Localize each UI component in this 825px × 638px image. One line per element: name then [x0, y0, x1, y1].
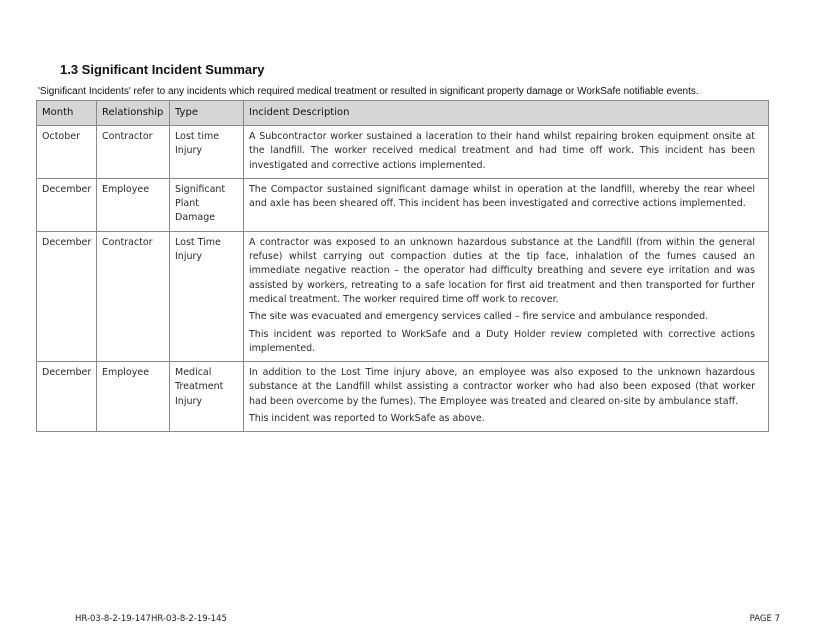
description-paragraph: This incident was reported to WorkSafe and a Duty Holder review completed with corrective actions implemented. [249, 328, 755, 354]
cell-month: December [37, 178, 97, 231]
cell-month: October [37, 126, 97, 179]
cell-month: December [37, 231, 97, 361]
header-description: Incident Description [244, 101, 769, 126]
description-paragraph: The site was evacuated and emergency services called – fire service and ambulance responded. [249, 311, 709, 323]
header-type: Type [170, 101, 244, 126]
header-relationship: Relationship [97, 101, 170, 126]
table-row [37, 362, 769, 432]
incident-table [36, 100, 769, 432]
table-header-row [37, 101, 769, 126]
cell-type: Significant Plant Damage [170, 178, 244, 231]
cell-relationship: Employee [97, 178, 170, 231]
header-month: Month [37, 101, 97, 126]
cell-description [244, 362, 769, 432]
table-row [37, 231, 769, 361]
description-paragraph: The Compactor sustained significant damage whilst in operation at the landfill, whereby the rear wheel and axle has been sheared off. This incident has been investigated and corrective actions implemented. [249, 183, 755, 210]
description-paragraph: A Subcontractor worker sustained a laceration to their hand whilst repairing broken equipment onsite at the landfill. The worker received medical treatment and had time off work. This incident has been investigated and corrective actions implemented. [249, 131, 755, 171]
cell-relationship: Employee [97, 362, 170, 432]
section-intro: 'Significant Incidents' refer to any incidents which required medical treatment or resulted in significant property damage or WorkSafe notifiable events. [38, 86, 699, 97]
cell-description [244, 178, 769, 231]
cell-type: Medical Treatment Injury [170, 362, 244, 432]
cell-relationship: Contractor [97, 231, 170, 361]
table-row [37, 126, 769, 179]
cell-description [244, 126, 769, 179]
description-paragraph: A contractor was exposed to an unknown hazardous substance at the Landfill (from within the general refuse) whilst carrying out compaction duties at the tip face, inhalation of the fumes caused an immediate negative reaction – the operator had difficulty breathing and severe eye irritation and was assisted by workers, retreating to a safe location for first aid treatment and then transported for further medical treatment. The worker required time off work to recover. [249, 236, 755, 305]
cell-type: Lost time Injury [170, 126, 244, 179]
section-title: 1.3 Significant Incident Summary [60, 62, 265, 77]
cell-type: Lost Time Injury [170, 231, 244, 361]
cell-month: December [37, 362, 97, 432]
footer-page-number: PAGE 7 [749, 614, 780, 624]
cell-description [244, 231, 769, 361]
description-paragraph: This incident was reported to WorkSafe as above. [249, 413, 485, 425]
description-paragraph: In addition to the Lost Time injury above, an employee was also exposed to the unknown hazardous substance at the Landfill whilst assisting a contractor worker who had also been exposed (that worker had been overcome by the fumes). The Employee was treated and cleared on-site by ambulance staff. [249, 367, 755, 407]
table-row [37, 178, 769, 231]
footer-document-reference: HR-03-8-2-19-147HR-03-8-2-19-145 [75, 614, 227, 624]
cell-relationship: Contractor [97, 126, 170, 179]
